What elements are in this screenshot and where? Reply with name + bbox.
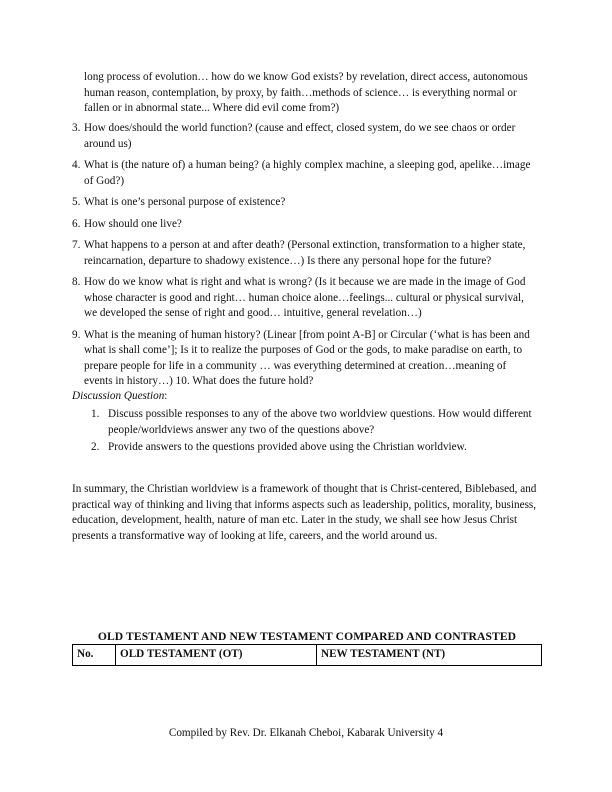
discussion-number: 1. (91, 408, 100, 420)
question-number: 5. (72, 196, 81, 208)
header-old-testament: OLD TESTAMENT (OT) (116, 645, 317, 666)
comparison-table (72, 644, 542, 666)
discussion-number: 2. (91, 441, 100, 453)
question-item (72, 217, 536, 233)
discussion-text: Discuss possible responses to any of the above two worldview questions. How would different people/worldviews answer any two of the questions above? (108, 408, 532, 436)
question-item (72, 328, 536, 390)
question-2-continuation: long process of evolution… how do we know God exists? by revelation, direct access, autonomous human reason, contemplation, by proxy, by faith…methods of science… is everything normal or fallen or in abnormal state... Where did evil come from?) (84, 71, 528, 114)
question-text: What is the meaning of human history? (Linear [from point A-B] or Circular (‘what is has been and what is shall come’]; Is it to realize the purposes of God or the gods, to make paradise on earth, to prepare people for life in a community … was everything determined at creation…meaning of events in history…) 10. What does the future hold? (84, 328, 530, 387)
question-text: What happens to a person at and after death? (Personal extinction, transformation to a higher state, reincarnation, departure to shadowy existence…) Is there any personal hope for the future? (84, 239, 526, 267)
question-number: 8. (72, 276, 81, 288)
question-number: 6. (72, 217, 81, 230)
discussion-item (91, 407, 538, 438)
question-text: What is (the nature of) a human being? (a highly complex machine, a sleeping god, apelike…image of God?) (84, 159, 531, 187)
question-text: How should one live? (84, 217, 182, 230)
question-number: 7. (72, 239, 81, 251)
discussion-question-title: Discussion Question (72, 390, 165, 402)
discussion-question-colon: : (164, 390, 168, 402)
discussion-text: Provide answers to the questions provided above using the Christian worldview. (108, 441, 467, 453)
question-number: 4. (72, 159, 81, 171)
question-item (72, 121, 536, 152)
question-text: How do we know what is right and what is wrong? (Is it because we are made in the image of God whose character is good and right… human choice alone…feelings... cultural or physical survival, we developed the sense of right and good… intuitive, general revelation…) (84, 276, 526, 319)
discussion-item (91, 440, 538, 456)
header-no: No. (73, 645, 116, 666)
question-number: 9. (72, 328, 81, 341)
question-item (72, 238, 536, 269)
comparison-table-title: OLD TESTAMENT AND NEW TESTAMENT COMPARED AND CONTRASTED (97, 630, 517, 643)
question-text: How does/should the world function? (cause and effect, closed system, do we see chaos or order around us) (84, 122, 516, 150)
table-header-row (73, 645, 542, 666)
question-item (72, 158, 536, 189)
page-footer: Compiled by Rev. Dr. Elkanah Cheboi, Kabarak University 4 (168, 727, 444, 739)
question-item (72, 275, 536, 322)
discussion-questions-list (91, 407, 538, 458)
header-new-testament: NEW TESTAMENT (NT) (317, 645, 542, 666)
summary-paragraph: In summary, the Christian worldview is a framework of thought that is Christ-centered, Biblebased, and practical way of thinking and living that informs aspects such as leadership, politics, morality, business, education, development, health, nature of man etc. Later in the study, we shall see how Jesus Christ presents a transformative way of looking at life, careers, and the world around us. (72, 483, 537, 542)
question-item (72, 195, 536, 211)
question-number: 3. (72, 122, 81, 134)
discussion-question-heading (72, 389, 167, 405)
question-text: What is one’s personal purpose of existence? (84, 196, 286, 208)
